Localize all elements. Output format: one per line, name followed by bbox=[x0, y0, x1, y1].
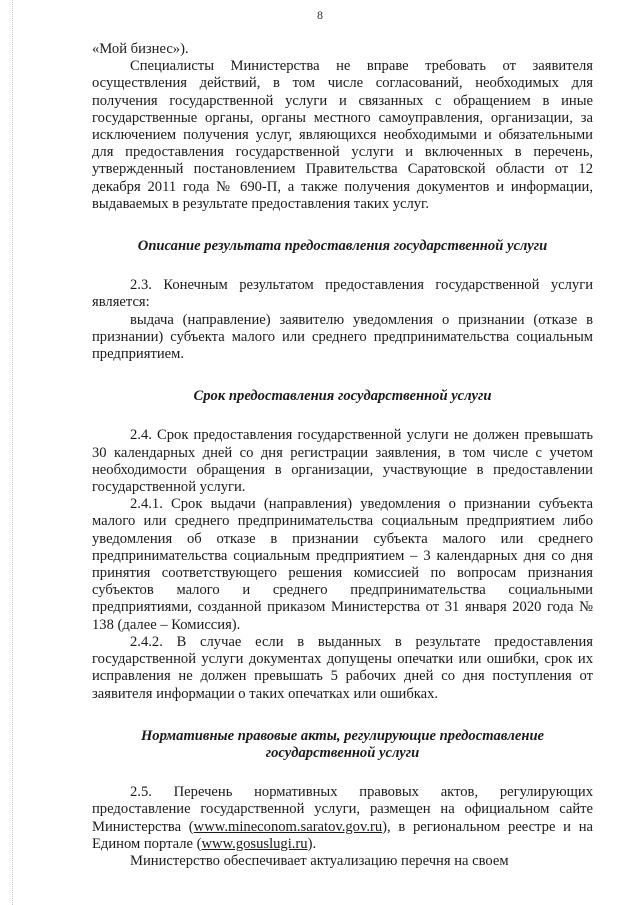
ministry-website-link[interactable]: www.mineconom.saratov.gov.ru bbox=[193, 818, 383, 835]
paragraph-2-4: 2.4. Срок предоставления государственной услуги не должен превышать 30 календарных дней со дня регистрации заявления, в том числе с учетом необходимости обращения в организации, участвующие в предоставлении государственной услуги. bbox=[92, 427, 593, 496]
paragraph-2-3-result: выдача (направление) заявителю уведомления о признании (отказе в признании) субъекта малого или среднего предпринимательства социальным предприятием. bbox=[92, 311, 593, 363]
heading-regulatory-acts: Нормативные правовые акты, регулирующие предоставление государственной услуги bbox=[140, 727, 545, 761]
paragraph-ministry-updates: Министерство обеспечивает актуализацию перечня на своем bbox=[130, 852, 509, 869]
document-body bbox=[92, 41, 593, 870]
paragraph-specialists: Специалисты Министерства не вправе требовать от заявителя осуществления действий, в том числе согласований, необходимых для получения государственной услуги и связанных с обращением в иные государственные органы, органы местного самоуправления, организации, за исключением получения услуг, являющихся необходимыми и обязательными для предоставления государственной услуги и включенных в перечень, утвержденный постановлением Правительства Саратовской области от 12 декабря 2011 года № 690-П, а также получения документов и информации, выдаваемых в результате предоставления таких услуг. bbox=[92, 58, 593, 212]
heading-service-term: Срок предоставления государственной услуги bbox=[193, 388, 492, 405]
scan-margin-line bbox=[12, 0, 13, 905]
gosuslugi-portal-link[interactable]: www.gosuslugi.ru bbox=[201, 835, 308, 852]
paragraph-2-5-text-middle: ), в региональном реестре и на Едином портале ( bbox=[92, 818, 594, 852]
paragraph-2-5-text-after: ). bbox=[307, 835, 317, 852]
paragraph-2-3: 2.3. Конечным результатом предоставления государственной услуги является: bbox=[92, 277, 593, 311]
paragraph-2-4-2: 2.4.2. В случае если в выданных в результате предоставления государственной услуги документах допущены опечатки или ошибки, срок их исправления не должен превышать 5 рабочих дней со дня поступления от заявителя информации о таких опечатках или ошибках. bbox=[92, 633, 593, 702]
page-number: 8 bbox=[317, 8, 323, 22]
heading-result-description: Описание результата предоставления государственной услуги bbox=[137, 238, 548, 255]
paragraph-2-5 bbox=[92, 784, 593, 853]
paragraph-2-5-text-before: 2.5. Перечень нормативных правовых актов, регулирующих предоставление государственной услуги, размещен на официальном сайте Министерства ( bbox=[92, 784, 593, 835]
paragraph-continuation: «Мой бизнес»). bbox=[92, 41, 189, 57]
paragraph-2-4-1: 2.4.1. Срок выдачи (направления) уведомления о признании субъекта малого или среднего предпринимательства социальным предприятием либо уведомления об отказе в признании субъекта малого или среднего предпринимательства социальным предприятием – 3 календарных дня со дня принятия соответствующего решения комиссией по вопросам признания субъектов малого и среднего предпринимательства социальными предприятиями, созданной приказом Министерства от 31 января 2020 года № 138 (далее – Комиссия). bbox=[92, 496, 593, 633]
